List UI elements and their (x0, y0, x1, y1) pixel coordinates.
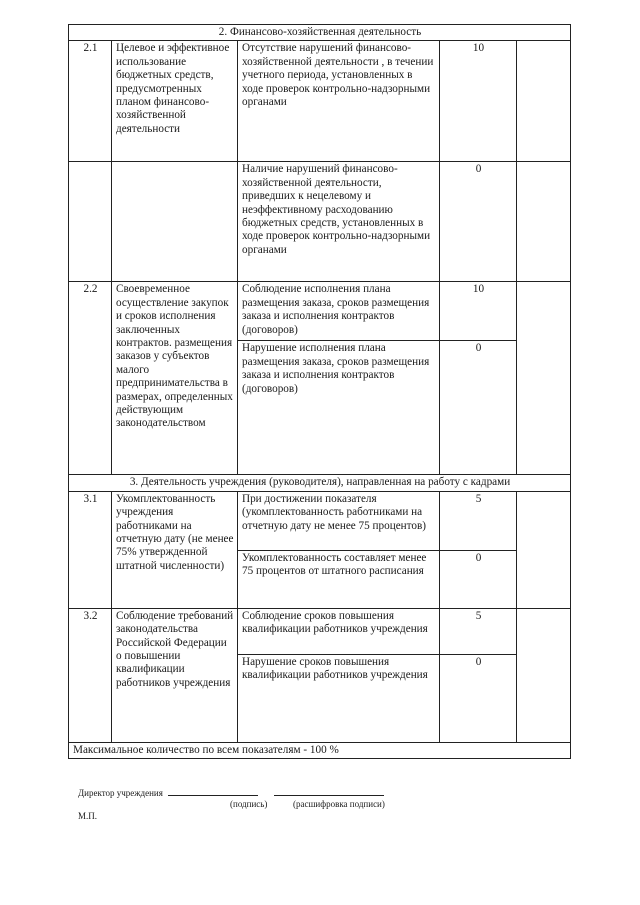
criterion-cell: Укомплектованность учреждения работниками на отчетную дату (не менее 75% утвержденной штатной численности) (112, 491, 238, 608)
criterion-cell: Соблюдение требований законодательства Российской Федерации о повышении квалификации работников учреждения (112, 608, 238, 742)
table-row (69, 282, 571, 341)
indicator-cell: Наличие нарушений финансово-хозяйственной деятельности, приведших к нецелевому и неэффективному расходованию бюджетных средств, установленных в ходе проверок контрольно-надзорными органами (238, 162, 440, 282)
signature-blank (168, 786, 258, 796)
row-number: 3.2 (69, 608, 112, 742)
decode-blank (274, 786, 384, 796)
indicator-cell: Отсутствие нарушений финансово-хозяйственной деятельности , в течении учетного периода, установленных в ходе проверок контрольно-надзорными органами (238, 41, 440, 162)
decode-caption: (расшифровка подписи) (293, 799, 385, 809)
signature-caption: (подпись) (230, 799, 268, 809)
row-number (69, 162, 112, 282)
stamp-label: М.П. (78, 811, 98, 821)
row-number: 2.2 (69, 282, 112, 475)
points-cell: 0 (440, 341, 517, 475)
score-cell (517, 608, 571, 742)
points-cell: 5 (440, 491, 517, 550)
criterion-cell: Целевое и эффективное использование бюджетных средств, предусмотренных планом финансово-хозяйственной деятельности (112, 41, 238, 162)
points-cell: 0 (440, 550, 517, 608)
indicator-cell: Укомплектованность составляет менее 75 процентов от штатного расписания (238, 550, 440, 608)
table-row (69, 162, 571, 282)
points-cell: 0 (440, 654, 517, 742)
row-number: 3.1 (69, 491, 112, 608)
indicator-cell: Соблюдение исполнения плана размещения заказа, сроков размещения заказа и исполнения контрактов (договоров) (238, 282, 440, 341)
section-header-row (69, 475, 571, 491)
score-cell (517, 282, 571, 475)
total-row (69, 742, 571, 758)
points-cell: 5 (440, 608, 517, 654)
indicator-cell: Нарушение исполнения плана размещения заказа, сроков размещения заказа и исполнения контрактов (договоров) (238, 341, 440, 475)
table-row (69, 608, 571, 654)
indicator-cell: Соблюдение сроков повышения квалификации работников учреждения (238, 608, 440, 654)
table-row (69, 41, 571, 162)
score-cell (517, 491, 571, 608)
score-cell (517, 41, 571, 162)
director-signature-line (78, 786, 384, 798)
criterion-cell: Своевременное осуществление закупок и сроков исполнения заключенных контрактов. размещения заказов у субъектов малого предпринимательства в размерах, определенных действующим законодательством (112, 282, 238, 475)
points-cell: 10 (440, 282, 517, 341)
criterion-cell (112, 162, 238, 282)
row-number: 2.1 (69, 41, 112, 162)
points-cell: 10 (440, 41, 517, 162)
total-text: Максимальное количество по всем показателям - 100 % (69, 742, 571, 758)
points-cell: 0 (440, 162, 517, 282)
section-3-heading: 3. Деятельность учреждения (руководителя), направленная на работу с кадрами (69, 475, 571, 491)
indicator-cell: При достижении показателя (укомплектованность работниками на отчетную дату не менее 75 процентов) (238, 491, 440, 550)
section-header-row (69, 25, 571, 41)
table-row (69, 491, 571, 550)
section-2-heading: 2. Финансово-хозяйственная деятельность (69, 25, 571, 41)
director-label: Директор учреждения (78, 788, 163, 798)
score-cell (517, 162, 571, 282)
criteria-table (68, 24, 571, 759)
indicator-cell: Нарушение сроков повышения квалификации работников учреждения (238, 654, 440, 742)
